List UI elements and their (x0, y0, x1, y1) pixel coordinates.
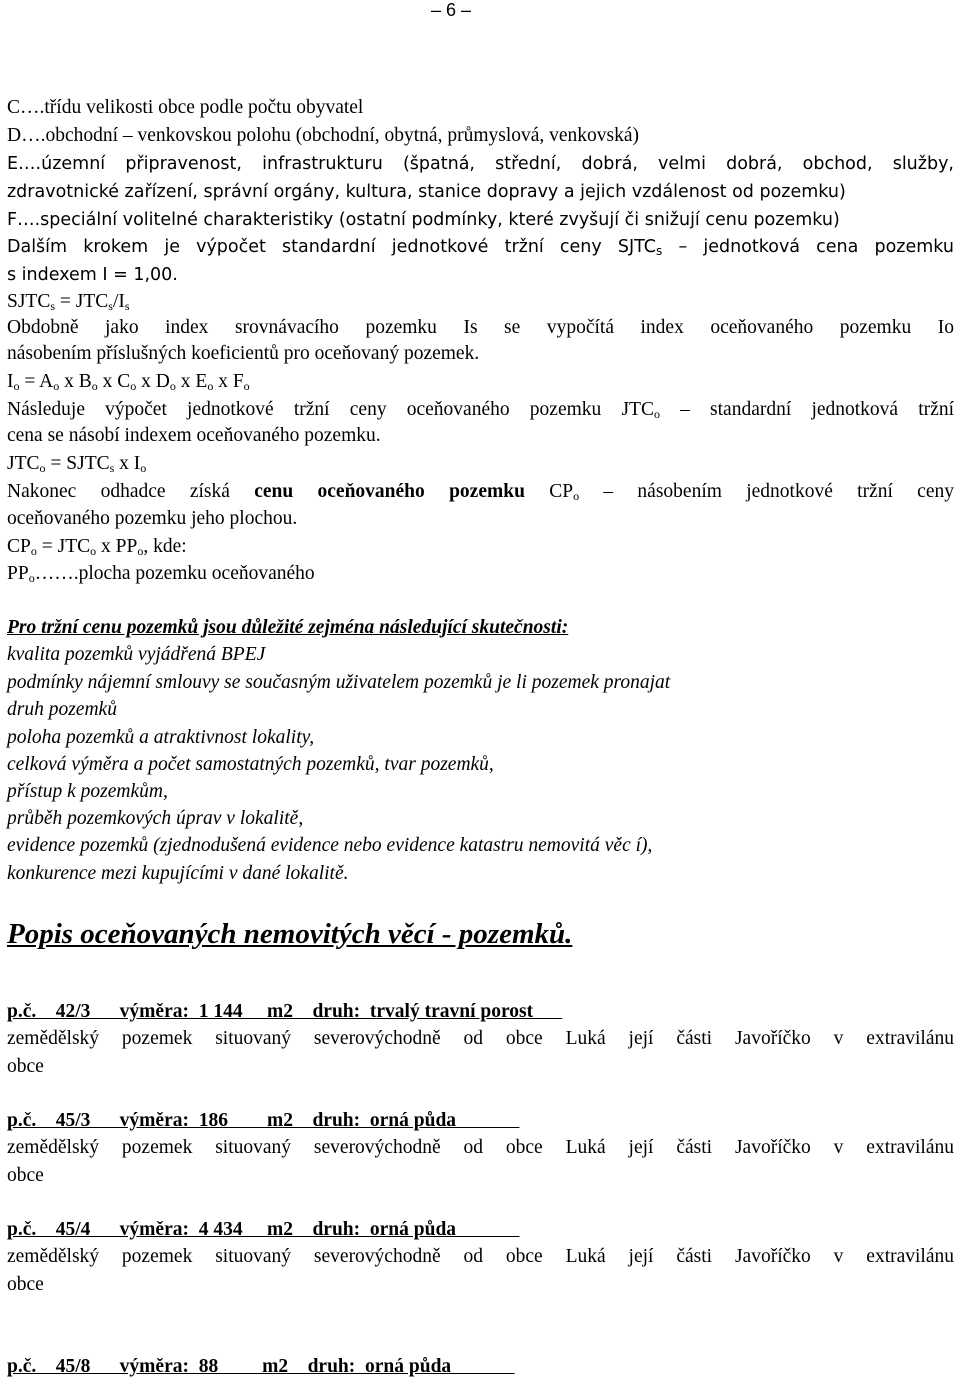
parcel-header: p.č. 42/3 výměra: 1 144 m2 druh: trvalý travní porost (7, 1001, 563, 1022)
parcel-description-cont: obce (7, 1056, 44, 1077)
factor-item: poloha pozemků a atraktivnost lokality, (7, 727, 315, 748)
text-line-e2: zdravotnické zařízení, správní orgány, kultura, stanice dopravy a jejich vzdálenost od pozemku) (7, 182, 846, 202)
factor-item: podmínky nájemní smlouvy se současným uživatelem pozemků je li pozemek pronajat (7, 672, 671, 693)
text-line-e1: E….územní připravenost, infrastrukturu (špatná, střední, dobrá, velmi dobrá, obchod, služby, (7, 154, 954, 174)
formula-io: $I_o = A_o$ x $B_o$ x $C_o$ x $D_o$ x $E_o$ x $F_o$ (7, 371, 250, 393)
text-line-f: F….speciální volitelné charakteristiky (ostatní podmínky, které zvyšují či snižují cenu pozemku) (7, 210, 840, 230)
factor-item: přístup k pozemkům, (7, 781, 168, 802)
parcel-header: p.č. 45/4 výměra: 4 434 m2 druh: orná půda (7, 1219, 520, 1240)
text-line-final2: oceňovaného pozemku jeho plochou. (7, 508, 298, 529)
formula-sjtc: $SJTC_s = JTC_s/I_s$ (7, 291, 130, 313)
factor-item: celková výměra a počet samostatných pozemků, tvar pozemků, (7, 754, 494, 775)
text-line-anal2: násobením příslušných koeficientů pro oceňovaný pozemek. (7, 343, 480, 364)
formula-cp: $CP_o = JTC_o$ x $PP_o$, kde: (7, 536, 187, 558)
factor-item: kvalita pozemků vyjádřená BPEJ (7, 644, 266, 665)
text-line-next2: s indexem I = 1,00. (7, 265, 178, 285)
factor-item: evidence pozemků (zjednodušená evidence nebo evidence katastru nemovitá věc í), (7, 835, 653, 856)
text-line-final1: Nakonec odhadce získá cenu oceňovaného pozemku $CP_o$ – násobením jednotkové tržní ceny (7, 481, 954, 503)
parcel-description: zemědělský pozemek situovaný severovýchodně od obce Luká její části Javoříčko v extravilánu (7, 1137, 954, 1158)
parcel-header: p.č. 45/3 výměra: 186 m2 druh: orná půda (7, 1110, 520, 1131)
formula-jtc: $JTC_o$ = $SJTC_s$ x $I_o$ (7, 453, 147, 475)
factor-item: konkurence mezi kupujícími v dané lokalitě. (7, 863, 349, 884)
factors-heading: Pro tržní cenu pozemků jsou důležité zejména následující skutečnosti: (7, 617, 569, 638)
factor-item: průběh pozemkových úprav v lokalitě, (7, 808, 304, 829)
formula-pp: $PP_o\dots\dots.plocha$ pozemku oceňovaného (7, 563, 315, 585)
text-line-c: C….třídu velikosti obce podle počtu obyvatel (7, 97, 364, 118)
section-heading: Popis oceňovaných nemovitých věcí - pozemků. (7, 918, 573, 950)
page-number: – 6 – (431, 0, 472, 20)
parcel-description-cont: obce (7, 1165, 44, 1186)
text-line-anal1: Obdobně jako index srovnávacího pozemku Is se vypočítá index oceňovaného pozemku Io (7, 317, 954, 338)
factor-item: druh pozemků (7, 699, 117, 720)
text-line-next1: Dalším krokem je výpočet standardní jednotkové tržní ceny $SJTC_s$ – jednotková cena pozemku (7, 237, 954, 258)
parcel-header: p.č. 45/8 výměra: 88 m2 druh: orná půda (7, 1356, 515, 1377)
parcel-description: zemědělský pozemek situovaný severovýchodně od obce Luká její části Javoříčko v extravilánu (7, 1028, 954, 1049)
parcel-description: zemědělský pozemek situovaný severovýchodně od obce Luká její části Javoříčko v extravilánu (7, 1246, 954, 1267)
text-line-d: D….obchodní – venkovskou polohu (obchodní, obytná, průmyslová, venkovská) (7, 125, 640, 146)
text-line-follow1: Následuje výpočet jednotkové tržní ceny oceňovaného pozemku $JTC_o$ – standardní jednotková tržní (7, 399, 954, 421)
text-line-follow2: cena se násobí indexem oceňovaného pozemku. (7, 425, 381, 446)
parcel-description-cont: obce (7, 1274, 44, 1295)
